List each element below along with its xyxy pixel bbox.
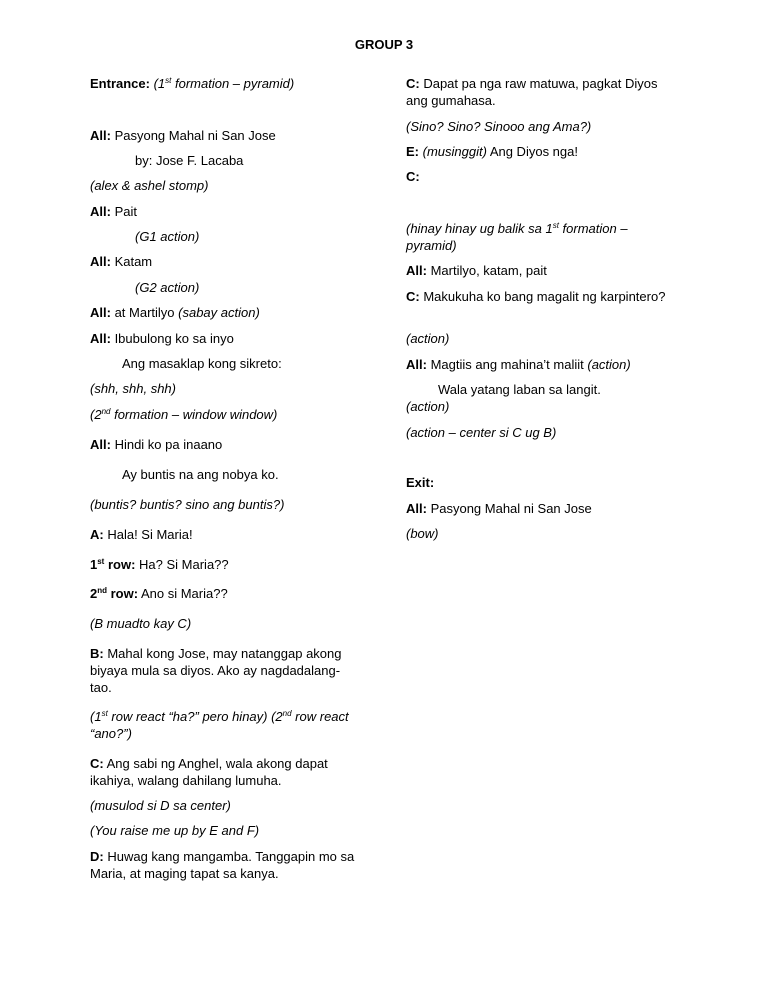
stage-direction: (You raise me up by E and F) [90, 823, 260, 838]
script-line: All: Pasyong Mahal ni San Jose [90, 128, 276, 143]
stage-direction: (action) [406, 331, 450, 346]
speaker-label: All: [406, 263, 427, 278]
stage-direction: (shh, shh, shh) [90, 381, 176, 396]
stage-direction: (G1 action) [135, 229, 200, 244]
script-line: 1st row: Ha? Si Maria?? [90, 557, 229, 572]
script-line: All: Pait [90, 204, 137, 219]
exit-heading: Exit: [406, 475, 435, 490]
speaker-label: All: [406, 501, 427, 516]
stage-direction: (action) [406, 399, 450, 414]
page-title: GROUP 3 [354, 37, 414, 52]
stage-direction: (Sino? Sino? Sinooo ang Ama?) [406, 119, 592, 134]
script-line: C: Makukuha ko bang magalit ng karpintero? [406, 289, 666, 304]
stage-direction: (B muadto kay C) [90, 616, 192, 631]
speaker-label: All: [90, 331, 111, 346]
script-line: All: Ibubulong ko sa inyo [90, 331, 234, 346]
speaker-label: All: [90, 254, 111, 269]
stage-direction: (alex & ashel stomp) [90, 178, 209, 193]
script-line: All: Pasyong Mahal ni San Jose [406, 501, 592, 516]
script-line: B: Mahal kong Jose, may natanggap akong biyaya mula sa diyos. Ako ay nagdadalang-tao. [90, 646, 342, 695]
speaker-label: Entrance: [90, 76, 150, 91]
stage-direction: (1st row react “ha?” pero hinay) (2nd row react “ano?”) [90, 709, 349, 741]
stage-direction: (musulod si D sa center) [90, 798, 231, 813]
script-line: All: Martilyo, katam, pait [406, 263, 547, 278]
speaker-label: All: [90, 204, 111, 219]
entrance-line: Entrance: (1st formation – pyramid) [90, 76, 295, 91]
speaker-label: C: [90, 756, 104, 771]
stage-direction: (hinay hinay ug balik sa 1st formation – pyramid) [406, 221, 628, 253]
verse-line: Ang masaklap kong sikreto: [122, 356, 282, 371]
script-line: 2nd row: Ano si Maria?? [90, 586, 228, 601]
script-line: C: Dapat pa nga raw matuwa, pagkat Diyos ang gumahasa. [406, 76, 658, 108]
script-line: All: Magtiis ang mahina’t maliit (action) [406, 357, 631, 372]
script-line: A: Hala! Si Maria! [90, 527, 193, 542]
speaker-label: E: [406, 144, 419, 159]
stage-direction: (2nd formation – window window) [90, 407, 278, 422]
verse-line: Wala yatang laban sa langit. [438, 382, 601, 397]
speaker-label: All: [90, 305, 111, 320]
stage-direction: (G2 action) [135, 280, 200, 295]
author-line: by: Jose F. Lacaba [135, 153, 244, 168]
speaker-label: row: [104, 557, 136, 572]
script-line: E: (musinggit) Ang Diyos nga! [406, 144, 578, 159]
speaker-label: All: [406, 357, 427, 372]
speaker-label: B: [90, 646, 104, 661]
stage-direction: (bow) [406, 526, 439, 541]
script-line: All: at Martilyo (sabay action) [90, 305, 260, 320]
script-line: All: Hindi ko pa inaano [90, 437, 223, 452]
stage-direction: (action – center si C ug B) [406, 425, 557, 440]
speaker-label: row: [107, 586, 139, 601]
speaker-label: D: [90, 849, 104, 864]
speaker-label: C: [406, 76, 420, 91]
speaker-label: All: [90, 128, 111, 143]
speaker-label: A: [90, 527, 104, 542]
speaker-label: C: [406, 169, 420, 184]
stage-direction: (buntis? buntis? sino ang buntis?) [90, 497, 285, 512]
script-line [406, 168, 420, 185]
script-line: D: Huwag kang mangamba. Tanggapin mo sa Maria, at maging tapat sa kanya. [90, 849, 355, 881]
speaker-label: All: [90, 437, 111, 452]
verse-line: Ay buntis na ang nobya ko. [122, 467, 279, 482]
script-line: All: Katam [90, 254, 153, 269]
script-line: C: Ang sabi ng Anghel, wala akong dapat ikahiya, walang dahilang lumuha. [90, 756, 328, 788]
speaker-label: C: [406, 289, 420, 304]
